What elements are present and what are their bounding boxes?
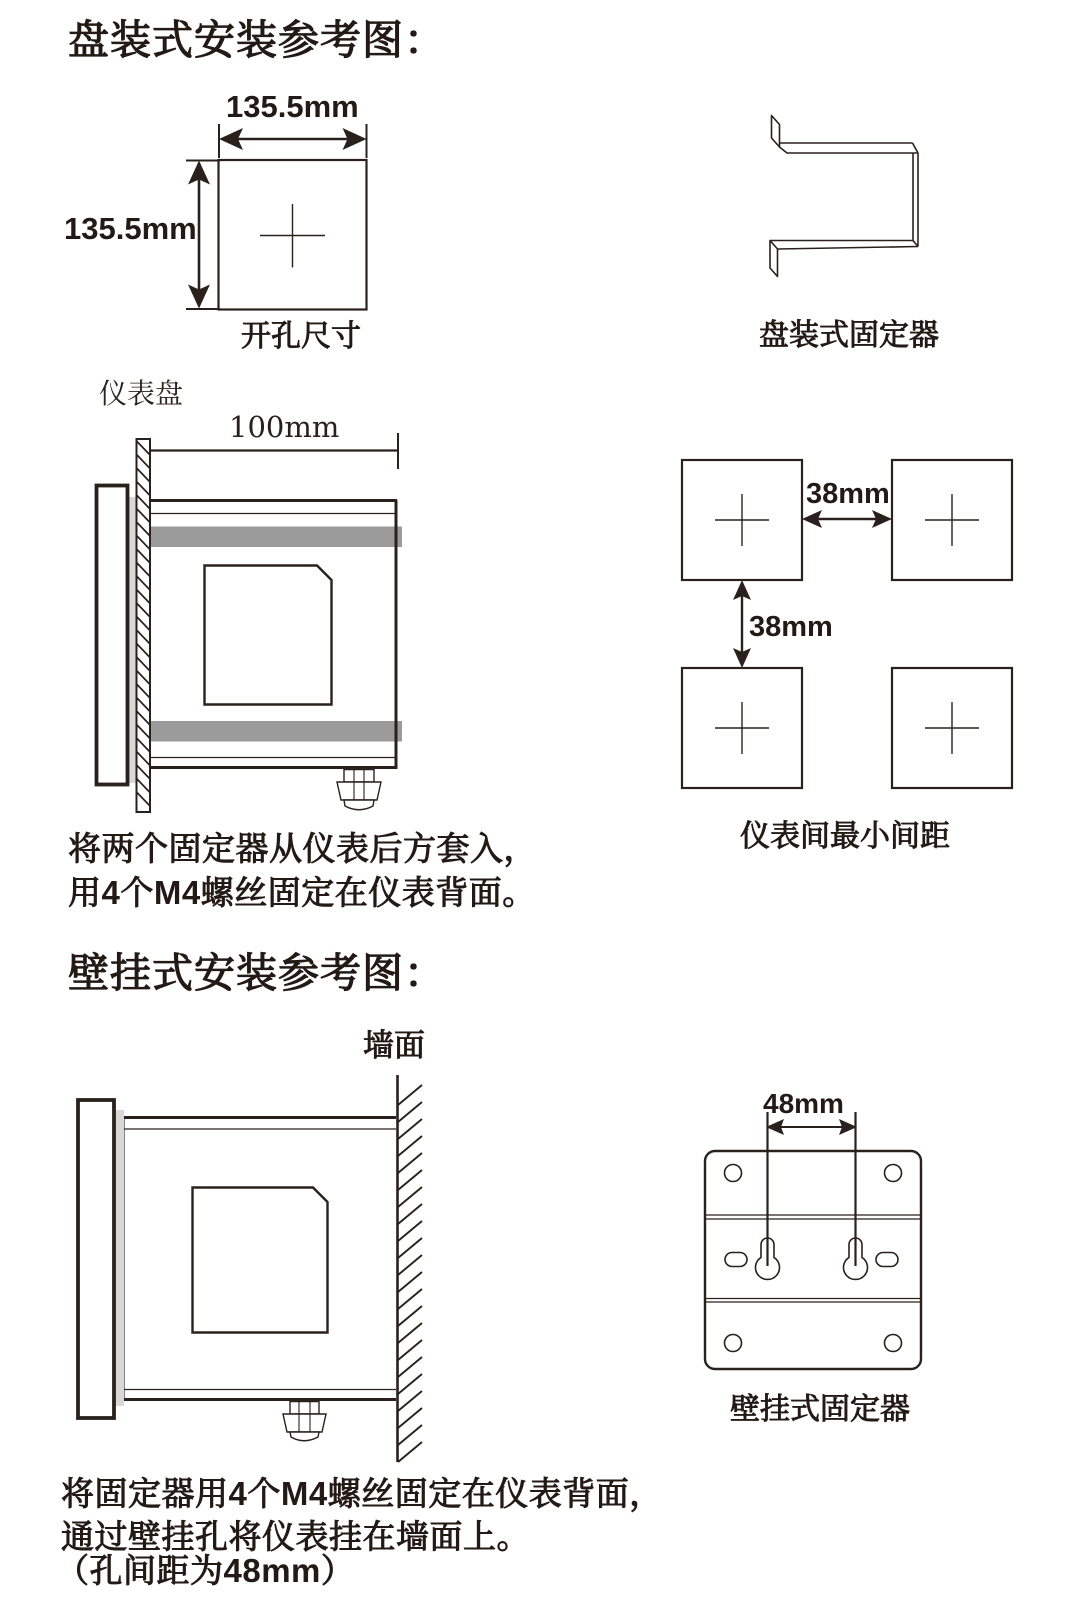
panel-fixer-bracket-drawing: [770, 116, 918, 277]
panel-side-view-drawing: [97, 433, 403, 812]
cutout-diagram: [186, 124, 367, 310]
wall-fixer-caption: 壁挂式固定器: [730, 1393, 910, 1426]
panel-note-line-1: 将两个固定器从仪表后方套入，: [68, 830, 537, 867]
panel-section-title: 盘装式安装参考图：: [68, 17, 446, 63]
hole-pitch-dimension: 48mm: [763, 1088, 844, 1119]
cutout-caption: 开孔尺寸: [241, 320, 361, 353]
spacing-horizontal-dimension: 38mm: [806, 478, 890, 510]
spacing-caption: 仪表间最小间距: [740, 820, 950, 853]
panel-fixer-caption: 盘装式固定器: [759, 319, 939, 352]
cutout-height-dimension: 135.5mm: [64, 211, 197, 246]
wall-section-title: 壁挂式安装参考图：: [68, 950, 446, 996]
spacing-vertical-dimension: 38mm: [749, 611, 833, 643]
panel-note-line-2: 用4个M4螺丝固定在仪表背面。: [68, 874, 536, 911]
wall-fixer-drawing: [705, 1112, 921, 1369]
cutout-width-dimension: 135.5mm: [226, 89, 359, 124]
wall-note-line-1: 将固定器用4个M4螺丝固定在仪表背面，: [61, 1475, 663, 1512]
depth-dimension: 100mm: [229, 410, 340, 444]
wall-side-view-drawing: [78, 1075, 422, 1462]
wall-note-line-2: 通过壁挂孔将仪表挂在墙面上。: [61, 1518, 530, 1555]
instrument-panel-label: 仪表盘: [99, 377, 184, 410]
wall-note-line-3: （孔间距为48mm）: [56, 1552, 355, 1589]
wall-surface-label: 墙面: [363, 1028, 425, 1063]
